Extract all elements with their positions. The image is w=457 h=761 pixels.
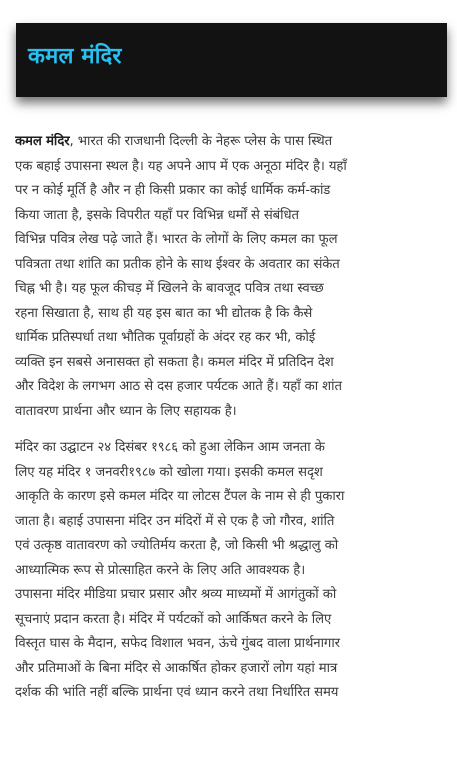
paragraph-line: एक बहाई उपासना स्थल है। यह अपने आप में एक अनूठा मंदिर है। यहाँ (15, 158, 347, 174)
paragraph-line: उपासना मंदिर मीडिया प्रचार प्रसार और श्रव्य माध्यमों में आगंतुकों को (15, 587, 337, 602)
paragraph-line: चिह्न भी है। यह फूल कीचड़ में खिलने के बावजूद पवित्र तथा स्वच्छ (15, 281, 324, 296)
paragraph-line: मंदिर का उद्घाटन २४ दिसंबर १९८६ को हुआ लेकिन आम जनता के (15, 440, 325, 455)
paragraph-line (15, 130, 449, 155)
title-banner (16, 23, 447, 97)
paragraph-line: लिए यह मंदिर १ जनवरी१९८७ को खोला गया। इसकी कमल सदृश (15, 464, 323, 480)
page-title: कमल मंदिर (28, 44, 122, 69)
paragraph-line: और विदेश के लगभग आठ से दस हजार पर्यटक आते हैं। यहाँ का शांत (15, 379, 342, 394)
paragraph-line: आकृति के कारण इसे कमल मंदिर या लोटस टैंपल के नाम से ही पुकारा (15, 489, 345, 504)
paragraph-line: विभिन्न पवित्र लेख पढ़े जाते हैं। भारत के लोगों के लिए कमल का फूल (15, 232, 338, 247)
paragraph-line: वातावरण प्रार्थना और ध्यान के लिए सहायक है। (15, 403, 237, 419)
paragraph-2 (15, 436, 449, 706)
paragraph-1 (15, 130, 449, 424)
paragraph-line: व्यक्ति इन सबसे अनासक्त हो सकता है। कमल मंदिर में प्रतिदिन देश (15, 354, 334, 370)
paragraph-line: धार्मिक प्रतिस्पर्धा तथा भौतिक पूर्वाग्रहों के अंदर रह कर भी, कोई (15, 330, 316, 345)
paragraph-line: एवं उत्कृष्ठ वातावरण को ज्योतिर्मय करता है, जो किसी भी श्रद्धालु को (15, 538, 339, 553)
article-body (15, 130, 449, 718)
paragraph-line: दर्शक की भांति नहीं बल्कि प्रार्थना एवं ध्यान करने तथा निर्धारित समय (15, 685, 339, 700)
paragraph-line: किया जाता है, इसके विपरीत यहाँ पर विभिन्न धर्मों से संबंधित (15, 207, 299, 223)
paragraph-line: पर न कोई मूर्ति है और न ही किसी प्रकार का कोई धार्मिक कर्म-कांड (15, 183, 331, 198)
paragraph-line: सूचनाएं प्रदान करता है। मंदिर में पर्यटकों को आर्किषत करने के लिए (15, 611, 332, 627)
line-text: , भारत की राजधानी दिल्ली के नेहरू प्लेस के पास स्थित (69, 134, 332, 149)
paragraph-line: विस्तृत घास के मैदान, सफेद विशाल भवन, ऊंचे गुंबद वाला प्रार्थनागार (15, 636, 340, 651)
paragraph-line: रहना सिखाता है, साथ ही यह इस बात का भी द्योतक है कि कैसे (15, 305, 313, 321)
paragraph-line: और प्रतिमाओं के बिना मंदिर से आकर्षित होकर हजारों लोग यहां मात्र (15, 660, 338, 676)
paragraph-line: जाता है। बहाई उपासना मंदिर उन मंदिरों में से एक है जो गौरव, शांति (15, 513, 335, 529)
paragraph-line: पवित्रता तथा शांति का प्रतीक होने के साथ ईश्वर के अवतार का संकेत (15, 256, 340, 272)
lead-term: कमल मंदिर (15, 134, 70, 149)
paragraph-line: आध्यात्मिक रूप से प्रोत्साहित करने के लिए अति आवश्यक है। (15, 562, 306, 578)
